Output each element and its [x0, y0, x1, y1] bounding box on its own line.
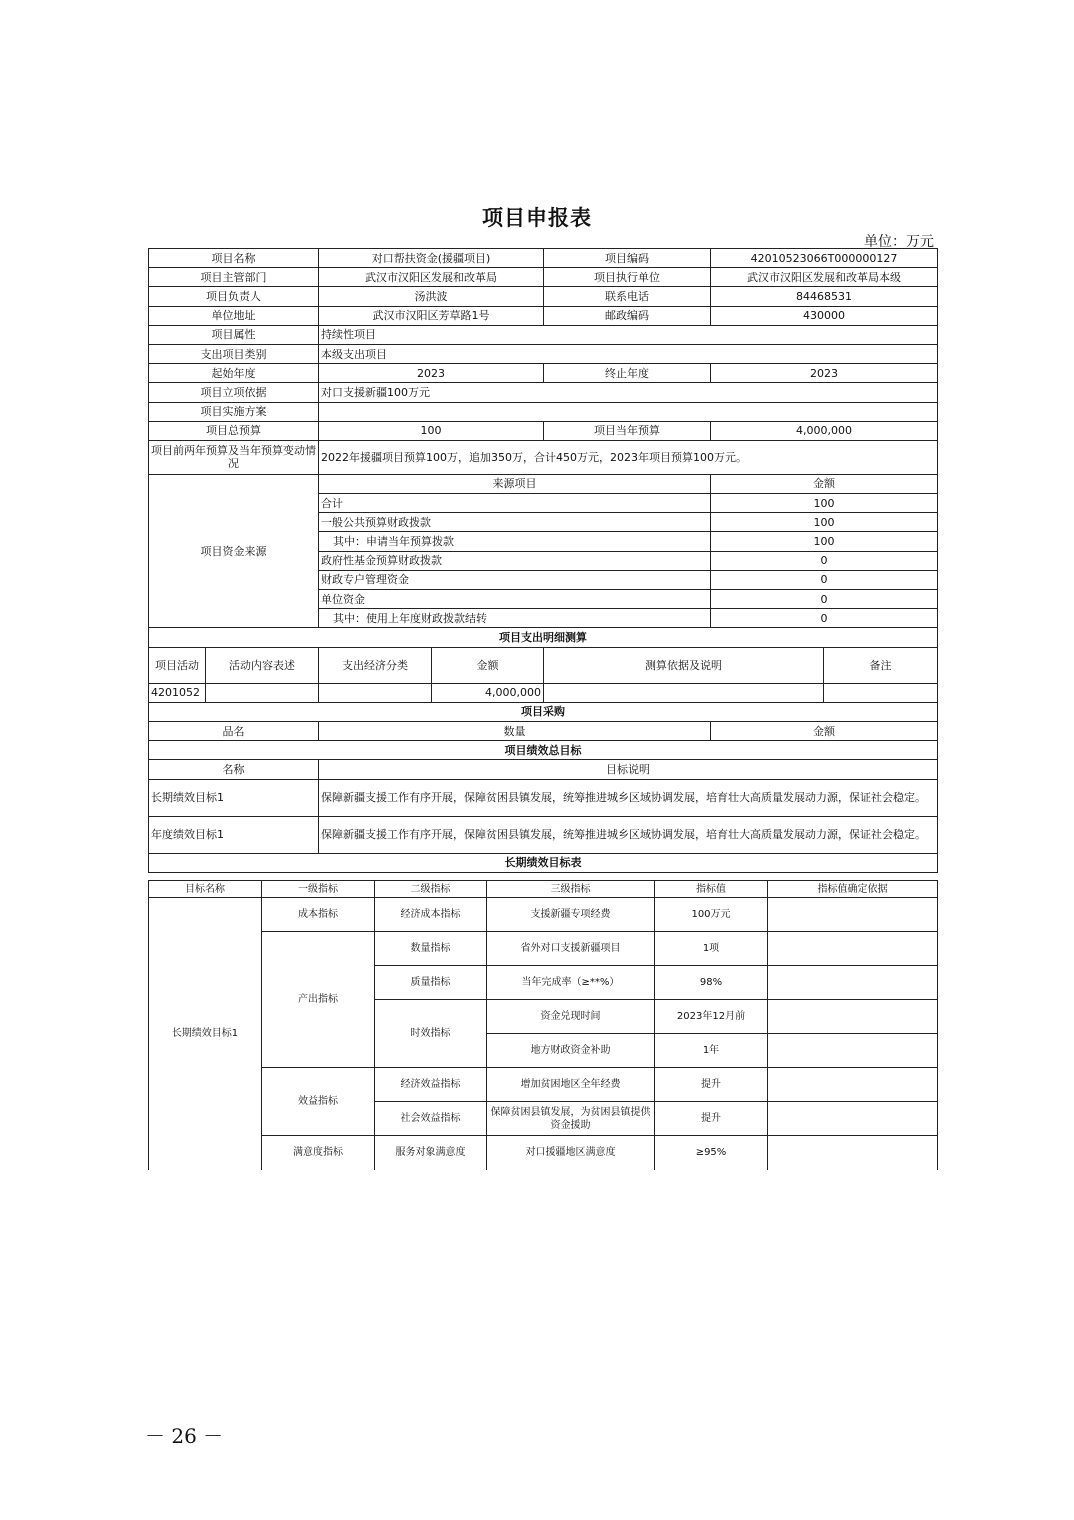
procurement-header: 数量 [319, 721, 711, 740]
level2-indicator: 经济成本指标 [375, 898, 487, 932]
level2-indicator: 数量指标 [375, 932, 487, 966]
funding-label: 项目资金来源 [149, 474, 319, 628]
exec-unit-value: 武汉市汉阳区发展和改革局本级 [711, 268, 938, 287]
expense-note [824, 683, 938, 702]
funding-amount-header: 金额 [711, 474, 938, 493]
category-value: 本级支出项目 [319, 344, 938, 363]
end-year-value: 2023 [711, 364, 938, 383]
indicator-value: 98% [655, 966, 768, 1000]
leader-label: 项目负责人 [149, 287, 319, 306]
indicator-value: 1年 [655, 1034, 768, 1068]
indicator-header: 三级指标 [487, 881, 655, 898]
attribute-label: 项目属性 [149, 325, 319, 344]
procurement-section-title: 项目采购 [149, 702, 938, 721]
level2-indicator: 服务对象满意度 [375, 1136, 487, 1170]
phone-value: 84468531 [711, 287, 938, 306]
indicator-value: 2023年12月前 [655, 1000, 768, 1034]
category-label: 支出项目类别 [149, 344, 319, 363]
funding-source: 合计 [319, 494, 711, 513]
total-budget-label: 项目总预算 [149, 421, 319, 440]
current-budget-label: 项目当年预算 [544, 421, 711, 440]
application-form-table [148, 248, 938, 873]
level3-indicator: 增加贫困地区全年经费 [487, 1068, 655, 1102]
perf-goals-section-title: 项目绩效总目标 [149, 741, 938, 760]
plan-label: 项目实施方案 [149, 402, 319, 421]
page-number: － 26 － [145, 1424, 224, 1448]
budget-change-label: 项目前两年预算及当年预算变动情况 [149, 440, 319, 474]
expense-desc [206, 683, 319, 702]
indicator-basis [768, 1034, 938, 1068]
expense-header: 备注 [824, 647, 938, 683]
level3-indicator: 支援新疆专项经费 [487, 898, 655, 932]
target-name: 长期绩效目标1 [149, 898, 262, 1170]
perf-goal-name: 年度绩效目标1 [149, 816, 319, 853]
procurement-header: 金额 [711, 721, 938, 740]
funding-source: 财政专户管理资金 [319, 570, 711, 589]
level1-output: 产出指标 [262, 932, 375, 1068]
plan-value [319, 402, 938, 421]
budget-change-value: 2022年援疆项目预算100万，追加350万，合计450万元，2023年项目预算100万元。 [319, 440, 938, 474]
level1-benefit: 效益指标 [262, 1068, 375, 1136]
level3-indicator: 地方财政资金补助 [487, 1034, 655, 1068]
expense-amount: 4,000,000 [432, 683, 544, 702]
level3-indicator: 当年完成率（≥**%） [487, 966, 655, 1000]
dept-value: 武汉市汉阳区发展和改革局 [319, 268, 544, 287]
funding-source: 一般公共预算财政拨款 [319, 513, 711, 532]
funding-amount: 0 [711, 590, 938, 609]
level2-indicator: 时效指标 [375, 1000, 487, 1068]
long-term-section-title: 长期绩效目标表 [149, 853, 938, 872]
indicator-value: 提升 [655, 1102, 768, 1136]
exec-unit-label: 项目执行单位 [544, 268, 711, 287]
indicator-basis [768, 1102, 938, 1136]
procurement-header: 品名 [149, 721, 319, 740]
basis-value: 对口支援新疆100万元 [319, 383, 938, 402]
long-term-indicator-table [148, 880, 938, 1170]
level3-indicator: 省外对口支援新疆项目 [487, 932, 655, 966]
perf-goal-desc: 保障新疆支援工作有序开展，保障贫困县镇发展，统筹推进城乡区域协调发展，培育壮大高质量发展动力源，保证社会稳定。 [319, 779, 938, 816]
postcode-label: 邮政编码 [544, 306, 711, 325]
indicator-value: 提升 [655, 1068, 768, 1102]
indicator-basis [768, 966, 938, 1000]
level1-cost: 成本指标 [262, 898, 375, 932]
dept-label: 项目主管部门 [149, 268, 319, 287]
indicator-header: 指标值 [655, 881, 768, 898]
funding-amount: 100 [711, 494, 938, 513]
funding-amount: 0 [711, 551, 938, 570]
project-code-value: 42010523066T000000127 [711, 249, 938, 268]
expense-header: 项目活动 [149, 647, 206, 683]
level3-indicator: 对口援疆地区满意度 [487, 1136, 655, 1170]
indicator-value: 1项 [655, 932, 768, 966]
indicator-basis [768, 1136, 938, 1170]
level2-indicator: 经济效益指标 [375, 1068, 487, 1102]
perf-goal-name: 长期绩效目标1 [149, 779, 319, 816]
perf-goals-header: 目标说明 [319, 760, 938, 779]
expense-header: 支出经济分类 [319, 647, 432, 683]
expense-basis [544, 683, 824, 702]
project-code-label: 项目编码 [544, 249, 711, 268]
funding-source: 其中：申请当年预算拨款 [319, 532, 711, 551]
attribute-value: 持续性项目 [319, 325, 938, 344]
project-name-value: 对口帮扶资金(援疆项目) [319, 249, 544, 268]
end-year-label: 终止年度 [544, 364, 711, 383]
expense-header: 测算依据及说明 [544, 647, 824, 683]
funding-source: 其中：使用上年度财政拨款结转 [319, 609, 711, 628]
funding-amount: 100 [711, 532, 938, 551]
start-year-label: 起始年度 [149, 364, 319, 383]
level1-satisfaction: 满意度指标 [262, 1136, 375, 1170]
funding-amount: 100 [711, 513, 938, 532]
expense-section-title: 项目支出明细测算 [149, 628, 938, 647]
leader-value: 汤洪波 [319, 287, 544, 306]
funding-amount: 0 [711, 609, 938, 628]
expense-header: 金额 [432, 647, 544, 683]
indicator-header: 二级指标 [375, 881, 487, 898]
funding-source: 政府性基金预算财政拨款 [319, 551, 711, 570]
current-budget-value: 4,000,000 [711, 421, 938, 440]
indicator-basis [768, 932, 938, 966]
indicator-header: 目标名称 [149, 881, 262, 898]
indicator-value: ≥95% [655, 1136, 768, 1170]
indicator-header: 指标值确定依据 [768, 881, 938, 898]
perf-goal-desc: 保障新疆支援工作有序开展，保障贫困县镇发展，统筹推进城乡区域协调发展，培育壮大高质量发展动力源，保证社会稳定。 [319, 816, 938, 853]
indicator-header: 一级指标 [262, 881, 375, 898]
level3-indicator: 资金兑现时间 [487, 1000, 655, 1034]
total-budget-value: 100 [319, 421, 544, 440]
address-label: 单位地址 [149, 306, 319, 325]
level3-indicator: 保障贫困县镇发展，为贫困县镇提供资金援助 [487, 1102, 655, 1136]
level2-indicator: 社会效益指标 [375, 1102, 487, 1136]
indicator-basis [768, 1068, 938, 1102]
indicator-value: 100万元 [655, 898, 768, 932]
project-name-label: 项目名称 [149, 249, 319, 268]
phone-label: 联系电话 [544, 287, 711, 306]
indicator-basis [768, 898, 938, 932]
start-year-value: 2023 [319, 364, 544, 383]
funding-amount: 0 [711, 570, 938, 589]
expense-header: 活动内容表述 [206, 647, 319, 683]
page-title: 项目申报表 [482, 205, 592, 230]
perf-goals-header: 名称 [149, 760, 319, 779]
expense-econ [319, 683, 432, 702]
funding-source: 单位资金 [319, 590, 711, 609]
funding-source-header: 来源项目 [319, 474, 711, 493]
basis-label: 项目立项依据 [149, 383, 319, 402]
level2-indicator: 质量指标 [375, 966, 487, 1000]
postcode-value: 430000 [711, 306, 938, 325]
indicator-basis [768, 1000, 938, 1034]
address-value: 武汉市汉阳区芳草路1号 [319, 306, 544, 325]
unit-label: 单位：万元 [864, 234, 934, 250]
expense-activity: 4201052 [149, 683, 206, 702]
